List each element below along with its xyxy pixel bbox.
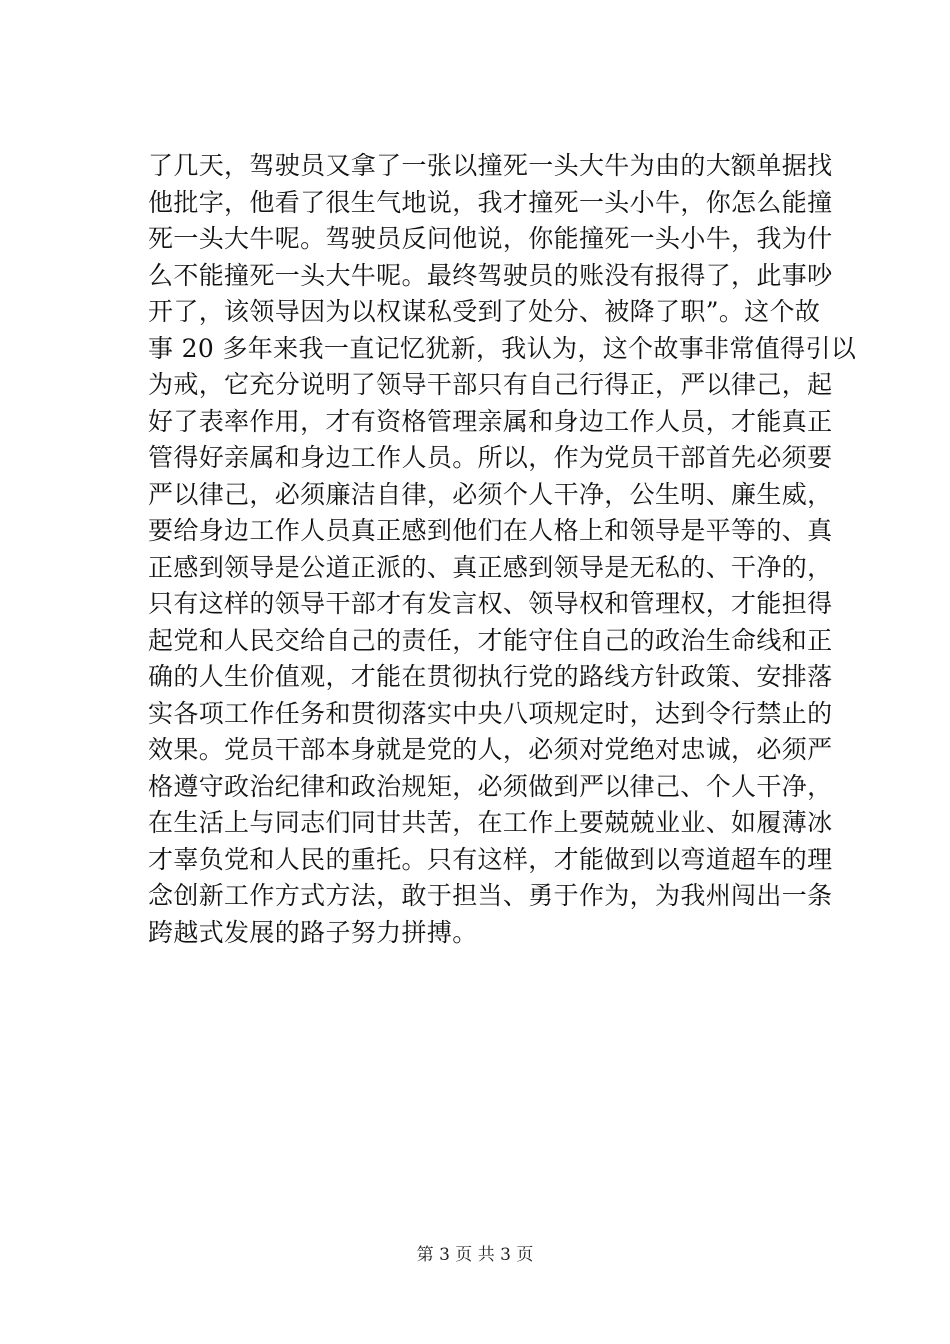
paragraph-line: 管得好亲属和身边工作人员。所以，作为党员干部首先必须要 bbox=[148, 443, 833, 472]
page-footer bbox=[0, 1243, 950, 1267]
paragraph-line: 他批字，他看了很生气地说，我才撞死一头小牛，你怎么能撞 bbox=[148, 187, 833, 217]
paragraph-line: 好了表率作用，才有资格管理亲属和身边工作人员，才能真正 bbox=[148, 406, 833, 436]
paragraph-line: 么不能撞死一头大牛呢。最终驾驶员的账没有报得了，此事吵 bbox=[148, 260, 833, 290]
paragraph-line: 效果。党员干部本身就是党的人，必须对党绝对忠诚，必须严 bbox=[148, 735, 833, 764]
page-number-indicator: 第 3 页 共 3 页 bbox=[416, 1245, 534, 1265]
paragraph-line: 念创新工作方式方法，敢于担当、勇于作为，为我州闯出一条 bbox=[148, 881, 833, 910]
paragraph-line: 只有这样的领导干部才有发言权、领导权和管理权，才能担得 bbox=[148, 589, 833, 618]
paragraph-line: 起党和人民交给自己的责任，才能守住自己的政治生命线和正 bbox=[148, 625, 833, 655]
paragraph-line: 跨越式发展的路子努力拼搏。 bbox=[148, 917, 478, 947]
paragraph-line: 格遵守政治纪律和政治规矩，必须做到严以律己、个人干净， bbox=[148, 771, 833, 801]
body-paragraph bbox=[148, 148, 857, 951]
paragraph-line: 了几天，驾驶员又拿了一张以撞死一头大牛为由的大额单据找 bbox=[148, 151, 833, 180]
paragraph-line: 才辜负党和人民的重托。只有这样，才能做到以弯道超车的理 bbox=[148, 844, 833, 874]
paragraph-line: 要给身边工作人员真正感到他们在人格上和领导是平等的、真 bbox=[148, 516, 833, 545]
paragraph-line: 死一头大牛呢。驾驶员反问他说，你能撞死一头小牛，我为什 bbox=[148, 224, 833, 253]
paragraph-line: 确的人生价值观，才能在贯彻执行党的路线方针政策、安排落 bbox=[148, 662, 833, 691]
paragraph-line: 实各项工作任务和贯彻落实中央八项规定时，达到令行禁止的 bbox=[148, 698, 833, 728]
paragraph-line: 事 20 多年来我一直记忆犹新，我认为，这个故事非常值得引以 bbox=[148, 333, 857, 363]
paragraph-line: 正感到领导是公道正派的、真正感到领导是无私的、干净的， bbox=[148, 552, 833, 582]
paragraph-line: 严以律己，必须廉洁自律，必须个人干净，公生明、廉生威， bbox=[148, 479, 833, 509]
paragraph-line: 在生活上与同志们同甘共苦，在工作上要兢兢业业、如履薄冰 bbox=[148, 808, 833, 837]
paragraph-line: 为戒，它充分说明了领导干部只有自己行得正，严以律己，起 bbox=[148, 370, 833, 399]
paragraph-line: 开了，该领导因为以权谋私受到了处分、被降了职”。这个故 bbox=[148, 297, 821, 326]
